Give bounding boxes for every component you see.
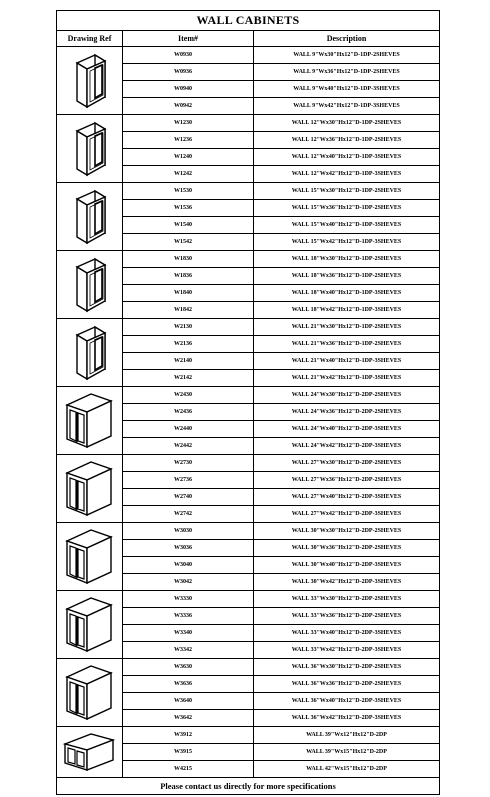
item-description: WALL 12"Wx40"Hx12"D-1DP-3SHEVES <box>254 149 440 166</box>
table-row <box>57 659 440 676</box>
item-number: W2430 <box>123 387 254 404</box>
item-description: WALL 15"Wx40"Hx12"D-1DP-3SHEVES <box>254 217 440 234</box>
table-body <box>57 47 440 778</box>
header-item: Item# <box>123 31 254 47</box>
item-description: WALL 39"Wx12"Hx12"D-2DP <box>254 727 440 744</box>
item-number: W3630 <box>123 659 254 676</box>
item-description: WALL 18"Wx42"Hx12"D-1DP-3SHEVES <box>254 302 440 319</box>
table-row <box>57 251 440 268</box>
item-description: WALL 21"Wx40"Hx12"D-1DP-3SHEVES <box>254 353 440 370</box>
table-row <box>57 727 440 744</box>
item-description: WALL 21"Wx30"Hx12"D-1DP-2SHEVES <box>254 319 440 336</box>
item-description: WALL 33"Wx36"Hx12"D-2DP-2SHEVES <box>254 608 440 625</box>
item-number: W3340 <box>123 625 254 642</box>
table-row <box>57 387 440 404</box>
item-number: W3912 <box>123 727 254 744</box>
item-number: W3036 <box>123 540 254 557</box>
item-description: WALL 24"Wx42"Hx12"D-2DP-3SHEVES <box>254 438 440 455</box>
single-door-tall-cabinet-icon <box>57 319 123 387</box>
item-number: W2436 <box>123 404 254 421</box>
item-description: WALL 27"Wx40"Hx12"D-2DP-3SHEVES <box>254 489 440 506</box>
item-description: WALL 36"Wx42"Hx12"D-2DP-3SHEVES <box>254 710 440 727</box>
item-description: WALL 27"Wx36"Hx12"D-2DP-2SHEVES <box>254 472 440 489</box>
item-number: W1840 <box>123 285 254 302</box>
item-number: W2742 <box>123 506 254 523</box>
item-description: WALL 9"Wx42"Hx12"D-1DP-3SHEVES <box>254 98 440 115</box>
item-number: W1836 <box>123 268 254 285</box>
item-description: WALL 30"Wx42"Hx12"D-2DP-3SHEVES <box>254 574 440 591</box>
item-number: W2130 <box>123 319 254 336</box>
item-number: W3636 <box>123 676 254 693</box>
item-description: WALL 21"Wx42"Hx12"D-1DP-3SHEVES <box>254 370 440 387</box>
item-number: W0940 <box>123 81 254 98</box>
footer-note: Please contact us directly for more specifications <box>57 778 440 795</box>
item-description: WALL 9"Wx40"Hx12"D-1DP-3SHEVES <box>254 81 440 98</box>
item-number: W1830 <box>123 251 254 268</box>
item-description: WALL 36"Wx40"Hx12"D-2DP-3SHEVES <box>254 693 440 710</box>
wide-double-door-cabinet-icon <box>57 727 123 778</box>
single-door-tall-cabinet-icon <box>57 47 123 115</box>
item-description: WALL 15"Wx36"Hx12"D-1DP-2SHEVES <box>254 200 440 217</box>
single-door-tall-cabinet-icon <box>57 183 123 251</box>
single-door-tall-cabinet-icon <box>57 251 123 319</box>
bottom-rule <box>56 794 439 795</box>
item-number: W1536 <box>123 200 254 217</box>
item-number: W1230 <box>123 115 254 132</box>
item-description: WALL 27"Wx42"Hx12"D-2DP-3SHEVES <box>254 506 440 523</box>
item-description: WALL 30"Wx40"Hx12"D-2DP-3SHEVES <box>254 557 440 574</box>
item-number: W1530 <box>123 183 254 200</box>
wall-cabinets-sheet <box>56 10 439 795</box>
item-description: WALL 15"Wx42"Hx12"D-1DP-3SHEVES <box>254 234 440 251</box>
item-description: WALL 36"Wx36"Hx12"D-2DP-2SHEVES <box>254 676 440 693</box>
item-description: WALL 24"Wx36"Hx12"D-2DP-2SHEVES <box>254 404 440 421</box>
item-description: WALL 36"Wx30"Hx12"D-2DP-2SHEVES <box>254 659 440 676</box>
item-number: W2730 <box>123 455 254 472</box>
item-description: WALL 24"Wx30"Hx12"D-2DP-2SHEVES <box>254 387 440 404</box>
double-door-cabinet-icon <box>57 387 123 455</box>
item-number: W3342 <box>123 642 254 659</box>
item-number: W0942 <box>123 98 254 115</box>
double-door-cabinet-icon <box>57 523 123 591</box>
item-number: W0936 <box>123 64 254 81</box>
double-door-cabinet-icon <box>57 659 123 727</box>
item-description: WALL 18"Wx36"Hx12"D-1DP-2SHEVES <box>254 268 440 285</box>
item-description: WALL 39"Wx15"Hx12"D-2DP <box>254 744 440 761</box>
item-description: WALL 30"Wx30"Hx12"D-2DP-2SHEVES <box>254 523 440 540</box>
item-number: W1236 <box>123 132 254 149</box>
item-description: WALL 18"Wx30"Hx12"D-1DP-2SHEVES <box>254 251 440 268</box>
table-row <box>57 115 440 132</box>
item-number: W2136 <box>123 336 254 353</box>
item-number: W3042 <box>123 574 254 591</box>
item-description: WALL 33"Wx30"Hx12"D-2DP-2SHEVES <box>254 591 440 608</box>
table-title: WALL CABINETS <box>57 11 440 31</box>
item-description: WALL 30"Wx36"Hx12"D-2DP-2SHEVES <box>254 540 440 557</box>
header-description: Description <box>254 31 440 47</box>
item-number: W1542 <box>123 234 254 251</box>
item-number: W1240 <box>123 149 254 166</box>
item-number: W2140 <box>123 353 254 370</box>
item-description: WALL 24"Wx40"Hx12"D-2DP-3SHEVES <box>254 421 440 438</box>
item-number: W2442 <box>123 438 254 455</box>
item-description: WALL 12"Wx30"Hx12"D-1DP-2SHEVES <box>254 115 440 132</box>
wall-cabinets-table <box>56 10 440 795</box>
header-drawing-ref: Drawing Ref <box>57 31 123 47</box>
table-row <box>57 319 440 336</box>
item-number: W2440 <box>123 421 254 438</box>
item-description: WALL 33"Wx40"Hx12"D-2DP-3SHEVES <box>254 625 440 642</box>
item-number: W3640 <box>123 693 254 710</box>
table-row <box>57 523 440 540</box>
item-description: WALL 12"Wx36"Hx12"D-1DP-2SHEVES <box>254 132 440 149</box>
table-row <box>57 455 440 472</box>
item-description: WALL 42"Wx15"Hx12"D-2DP <box>254 761 440 778</box>
item-number: W2736 <box>123 472 254 489</box>
table-row <box>57 47 440 64</box>
item-number: W1540 <box>123 217 254 234</box>
item-description: WALL 9"Wx30"Hx12"D-1DP-2SHEVES <box>254 47 440 64</box>
item-description: WALL 21"Wx36"Hx12"D-1DP-2SHEVES <box>254 336 440 353</box>
item-number: W1242 <box>123 166 254 183</box>
item-description: WALL 18"Wx40"Hx12"D-1DP-3SHEVES <box>254 285 440 302</box>
item-number: W1842 <box>123 302 254 319</box>
item-number: W2740 <box>123 489 254 506</box>
table-row <box>57 591 440 608</box>
double-door-cabinet-icon <box>57 455 123 523</box>
item-number: W3040 <box>123 557 254 574</box>
item-number: W2142 <box>123 370 254 387</box>
item-number: W4215 <box>123 761 254 778</box>
item-number: W3336 <box>123 608 254 625</box>
single-door-tall-cabinet-icon <box>57 115 123 183</box>
item-number: W3642 <box>123 710 254 727</box>
item-description: WALL 9"Wx36"Hx12"D-1DP-2SHEVES <box>254 64 440 81</box>
double-door-cabinet-icon <box>57 591 123 659</box>
item-description: WALL 27"Wx30"Hx12"D-2DP-2SHEVES <box>254 455 440 472</box>
item-number: W0930 <box>123 47 254 64</box>
item-number: W3030 <box>123 523 254 540</box>
item-number: W3330 <box>123 591 254 608</box>
item-description: WALL 15"Wx30"Hx12"D-1DP-2SHEVES <box>254 183 440 200</box>
table-row <box>57 183 440 200</box>
item-description: WALL 12"Wx42"Hx12"D-1DP-3SHEVES <box>254 166 440 183</box>
item-number: W3915 <box>123 744 254 761</box>
item-description: WALL 33"Wx42"Hx12"D-2DP-3SHEVES <box>254 642 440 659</box>
